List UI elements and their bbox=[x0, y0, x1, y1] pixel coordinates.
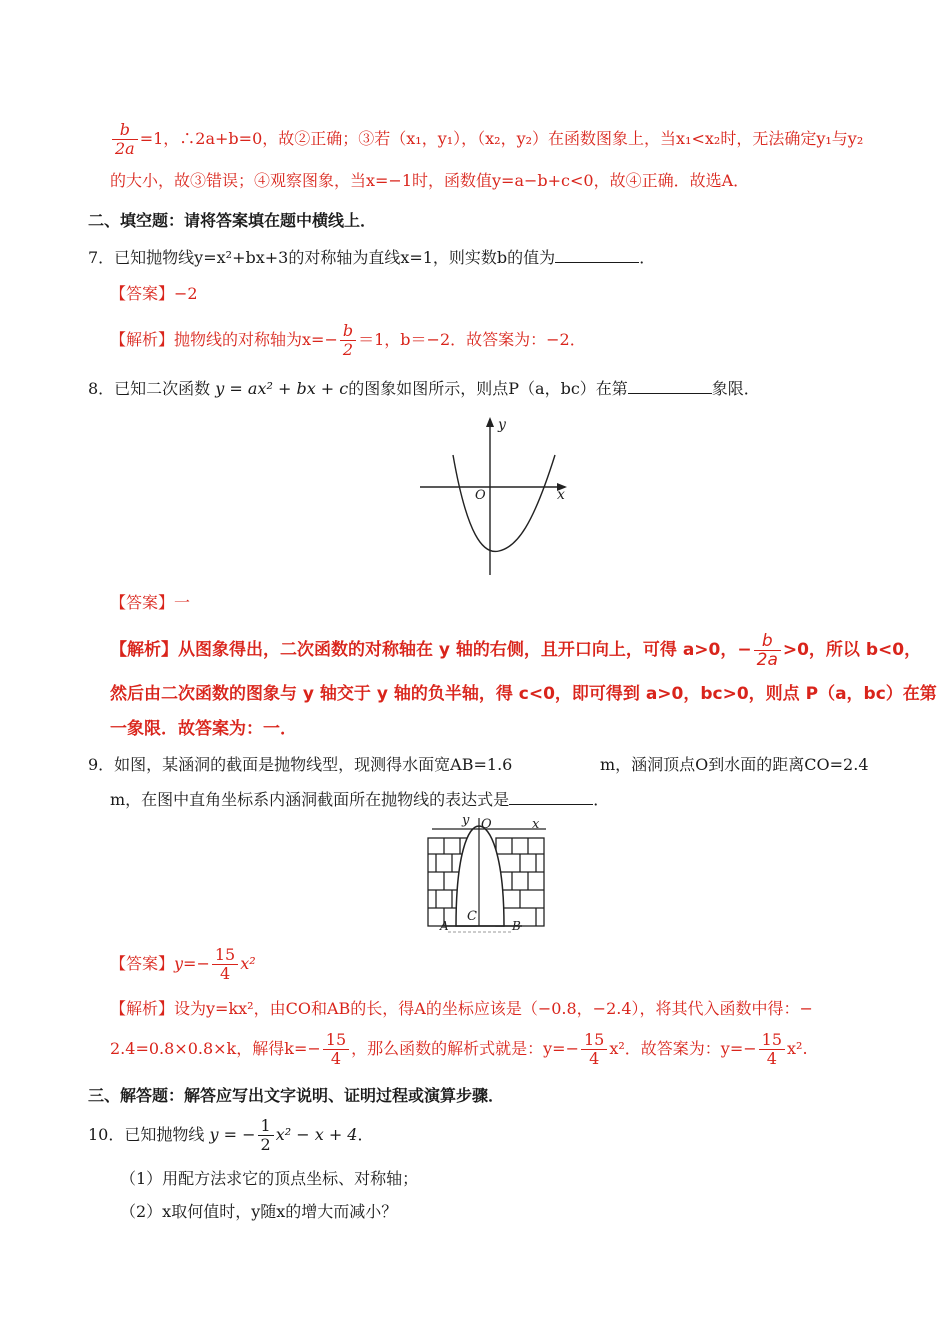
q8-y-axis-label: y bbox=[498, 417, 506, 433]
section-3-heading: 三、解答题：解答应写出文字说明、证明过程或演算步骤． bbox=[88, 1086, 505, 1105]
q9-y-label: y bbox=[462, 814, 470, 828]
q10-question: 10．已知抛物线 y = − $\frac{1}{2}$ x² − x + 4． bbox=[88, 1116, 374, 1154]
q6-fraction: $\frac{b}{2a}$ bbox=[112, 121, 138, 158]
q9-analysis-fraction-2: $\frac{15}{4}$ bbox=[581, 1031, 607, 1068]
q7-fraction: $\frac{b}{2}$ bbox=[340, 322, 356, 359]
q9-question-line1: 9．如图，某涵洞的截面是抛物线型，现测得水面宽AB=1.6 m，涵洞顶点O到水面的距离CO=2.4 bbox=[88, 755, 869, 774]
q9-analysis-fraction-1: $\frac{15}{4}$ bbox=[323, 1031, 349, 1068]
q9-a-label: A bbox=[440, 919, 449, 933]
q7-answer: 【答案】−2 bbox=[110, 284, 198, 303]
q7-analysis: 【解析】抛物线的对称轴为x=− $\frac{b}{2}$ ＝1，b＝−2．故答案为：−2． bbox=[110, 321, 586, 359]
q9-c-label: C bbox=[467, 909, 477, 924]
section-2-heading: 二、填空题：请将答案填在题中横线上． bbox=[88, 211, 377, 230]
q8-origin-label: O bbox=[475, 488, 486, 503]
q9-answer-blank bbox=[509, 788, 593, 805]
q9-o-label: O bbox=[481, 817, 492, 832]
q10-part2: （2）x取何值时，y随x的增大而减小？ bbox=[120, 1202, 398, 1221]
q8-analysis-line1: 【解析】从图象得出，二次函数的对称轴在 y 轴的右侧，且开口向上，可得 a>0，− $\frac{b}{2a}$ >0，所以 b<0， bbox=[110, 630, 922, 670]
q8-question: 8．已知二次函数 y = ax² + bx + c的图象如图所示，则点P（a，bc）在第 象限． bbox=[88, 379, 760, 398]
q6-line1-text: =1，∴2a+b=0，故②正确；③若（x₁，y₁），（x₂，y₂）在函数图象上，当x₁<x₂时，无法确定y₁与y₂ bbox=[139, 129, 864, 148]
q8-answer-blank bbox=[628, 377, 712, 394]
q8-analysis-line2: 然后由二次函数的图象与 y 轴交于 y 轴的负半轴，得 c<0，即可得到 a>0，bc>0，则点 P（a，bc）在第 bbox=[110, 684, 937, 704]
q6-line2: 的大小，故③错误；④观察图象，当x=−1时，函数值y=a−b+c<0，故④正确．故选A． bbox=[110, 171, 750, 190]
q9-answer: 【答案】y=− $\frac{15}{4}$ x² bbox=[110, 945, 256, 983]
q9-analysis-fraction-3: $\frac{15}{4}$ bbox=[759, 1031, 785, 1068]
q8-parabola-graph bbox=[415, 415, 575, 580]
q9-analysis-line1: 【解析】设为y=kx²，由CO和AB的长，得A的坐标应该是（−0.8，−2.4），将其代入函数中得：− bbox=[110, 999, 813, 1018]
q9-b-label: B bbox=[512, 919, 521, 933]
q7-answer-blank bbox=[555, 246, 639, 263]
q9-question-line2: m，在图中直角坐标系内涵洞截面所在抛物线的表达式是 ． bbox=[110, 790, 610, 809]
q8-analysis-line3: 一象限．故答案为：一． bbox=[110, 719, 297, 739]
q9-x-label: x bbox=[532, 817, 540, 832]
q6-line1 bbox=[110, 118, 863, 160]
q10-fraction: $\frac{1}{2}$ bbox=[258, 1117, 274, 1154]
q8-x-axis-label: x bbox=[557, 487, 565, 503]
q7-question: 7．已知抛物线y=x²+bx+3的对称轴为直线x=1，则实数b的值为 ． bbox=[88, 248, 656, 267]
q9-culvert-figure bbox=[422, 814, 550, 942]
q8-answer: 【答案】一 bbox=[110, 593, 191, 612]
q8-fraction: $\frac{b}{2a}$ bbox=[754, 632, 781, 669]
q9-answer-fraction: $\frac{15}{4}$ bbox=[212, 946, 238, 983]
q10-part1: （1）用配方法求它的顶点坐标、对称轴； bbox=[120, 1169, 419, 1188]
q9-analysis-line2: 2.4=0.8×0.8×k，解得k=− $\frac{15}{4}$ ，那么函数的解析式就是：y=− $\frac{15}{4}$ x²．故答案为：y=− $\frac{15}{4}$ x². bbox=[110, 1030, 808, 1068]
